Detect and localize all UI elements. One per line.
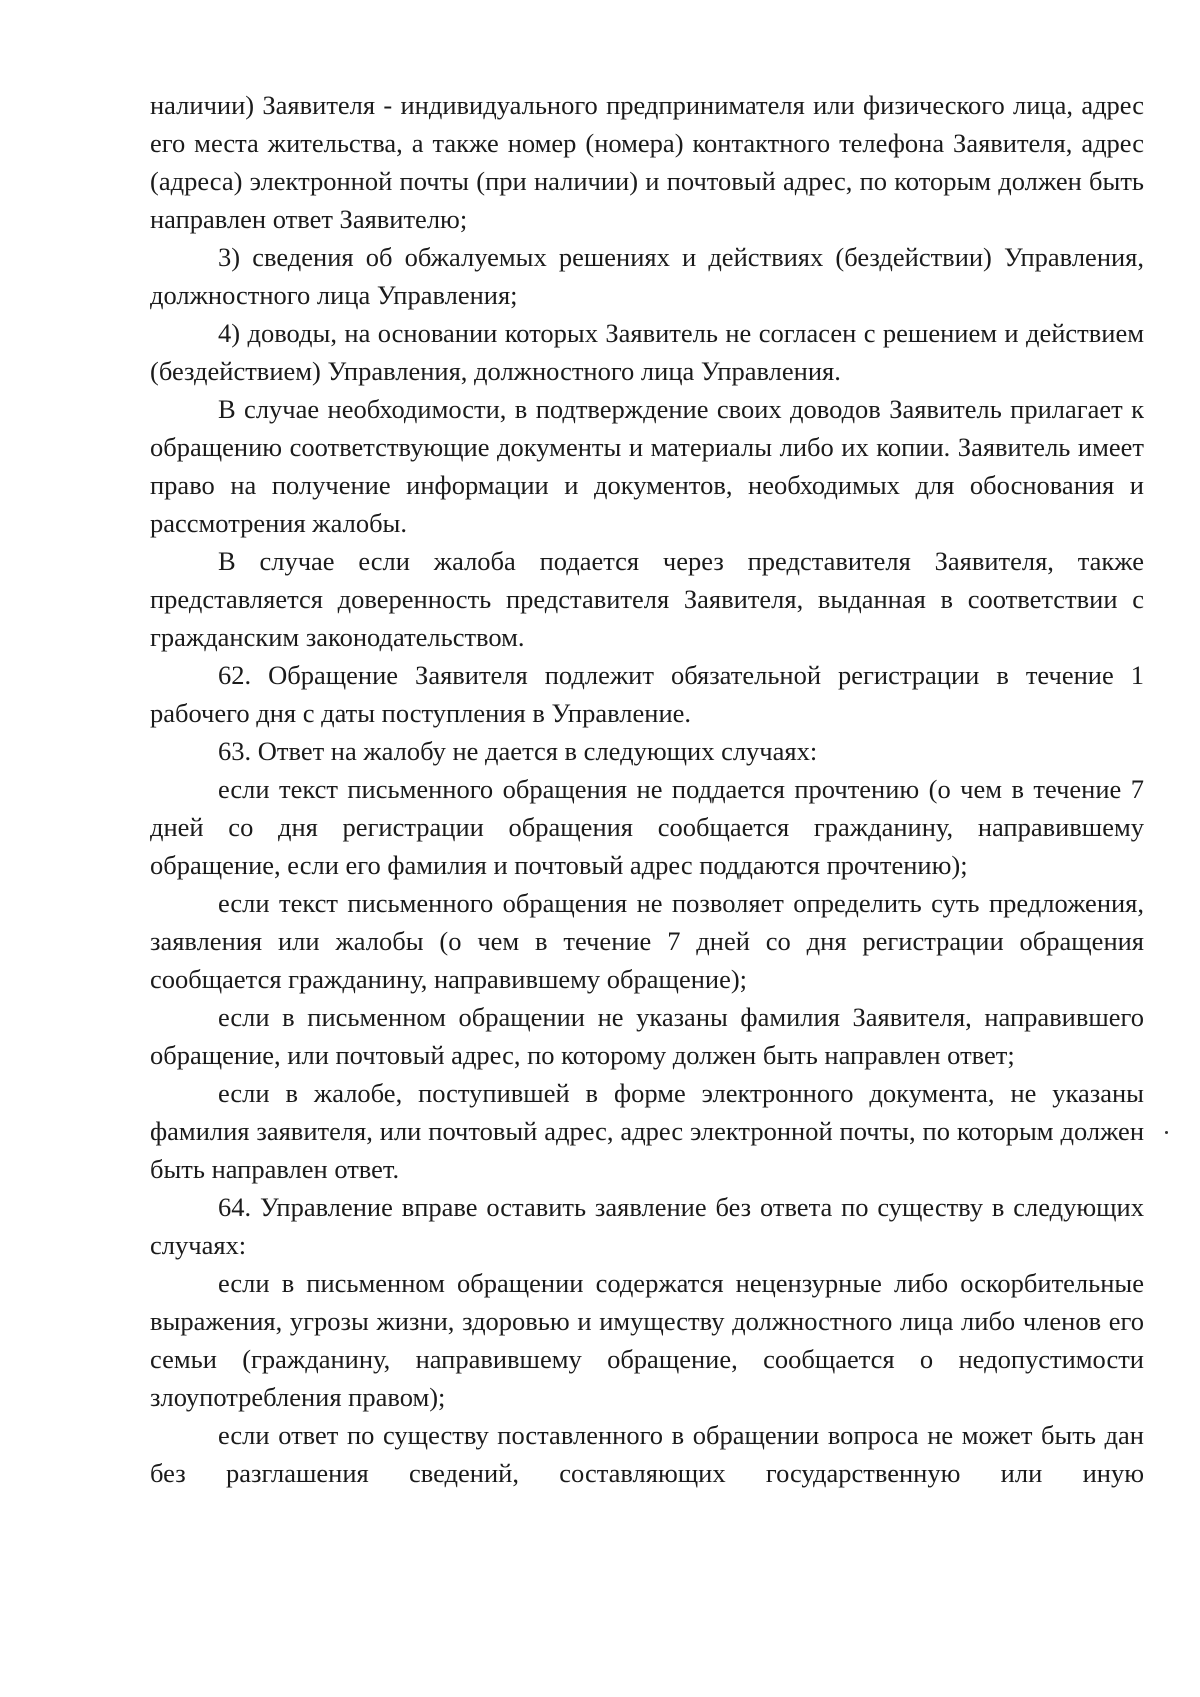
paragraph-63-case-2: если текст письменного обращения не позволяет определить суть предложения, заявления или жалобы (о чем в течение 7 дней со дня регистрации обращения сообщается гражданину, направившему обращение); bbox=[150, 888, 1144, 994]
paragraph-continuation: наличии) Заявителя - индивидуального предпринимателя или физического лица, адрес его места жительства, а также номер (номера) контактного телефона Заявителя, адрес (адреса) электронной почты (при наличии) и почтовый адрес, по которым должен быть направлен ответ Заявителю; bbox=[150, 90, 1144, 234]
paragraph-63: 63. Ответ на жалобу не дается в следующих случаях: bbox=[218, 736, 818, 766]
paragraph-63-case-1: если текст письменного обращения не поддается прочтению (о чем в течение 7 дней со дня регистрации обращения сообщается гражданину, направившему обращение, если его фамилия и почтовый адрес поддаются прочтению); bbox=[150, 774, 1144, 880]
document-body bbox=[150, 86, 1144, 1492]
paragraph-representative: В случае если жалоба подается через представителя Заявителя, также представляется доверенность представителя Заявителя, выданная в соответствии с гражданским законодательством. bbox=[150, 546, 1144, 652]
scan-speck bbox=[1165, 1131, 1168, 1134]
paragraph-64: 64. Управление вправе оставить заявление без ответа по существу в следующих случаях: bbox=[150, 1192, 1144, 1260]
paragraph-item-4: 4) доводы, на основании которых Заявитель не согласен с решением и действием (бездействием) Управления, должностного лица Управления. bbox=[150, 318, 1144, 386]
paragraph-attachments: В случае необходимости, в подтверждение своих доводов Заявитель прилагает к обращению соответствующие документы и материалы либо их копии. Заявитель имеет право на получение информации и документов, необходимых для обоснования и рассмотрения жалобы. bbox=[150, 394, 1144, 538]
paragraph-62: 62. Обращение Заявителя подлежит обязательной регистрации в течение 1 рабочего дня с даты поступления в Управление. bbox=[150, 660, 1144, 728]
paragraph-64-case-2: если ответ по существу поставленного в обращении вопроса не может быть дан без разглашения сведений, составляющих государственную или иную bbox=[150, 1420, 1144, 1488]
paragraph-64-case-1: если в письменном обращении содержатся нецензурные либо оскорбительные выражения, угрозы жизни, здоровью и имуществу должностного лица либо членов его семьи (гражданину, направившему обращение, сообщается о недопустимости злоупотребления правом); bbox=[150, 1268, 1144, 1412]
paragraph-63-case-4: если в жалобе, поступившей в форме электронного документа, не указаны фамилия заявителя, или почтовый адрес, адрес электронной почты, по которым должен быть направлен ответ. bbox=[150, 1078, 1144, 1184]
paragraph-63-case-3: если в письменном обращении не указаны фамилия Заявителя, направившего обращение, или почтовый адрес, по которому должен быть направлен ответ; bbox=[150, 1002, 1144, 1070]
paragraph-item-3: 3) сведения об обжалуемых решениях и действиях (бездействии) Управления, должностного лица Управления; bbox=[150, 242, 1144, 310]
